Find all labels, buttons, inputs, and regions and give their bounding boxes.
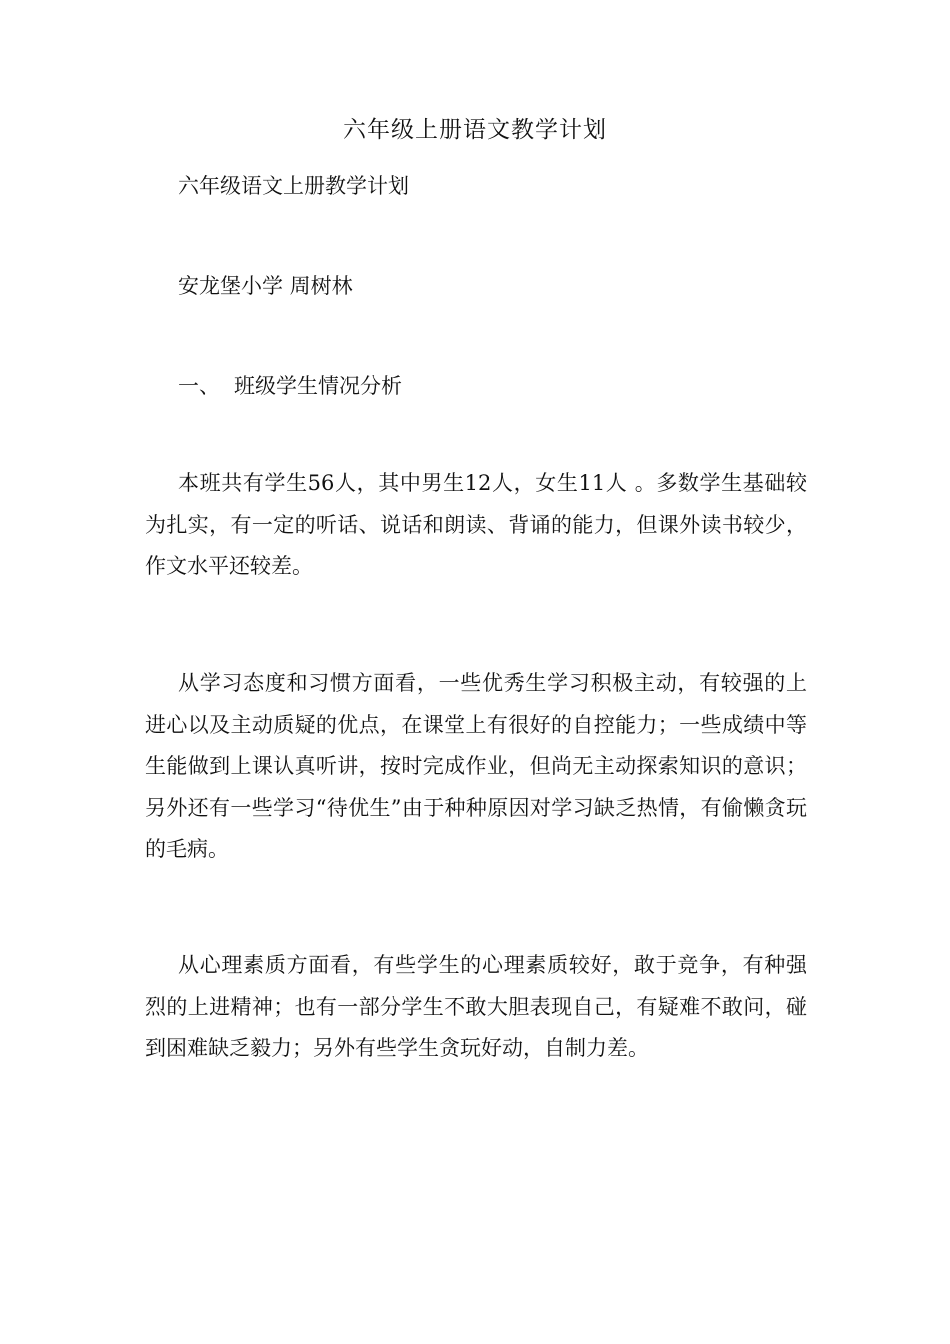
document-subtitle: 六年级语文上册教学计划 <box>178 174 409 198</box>
paragraph-study-attitude: 从学习态度和习惯方面看，一些优秀生学习积极主动，有较强的上进心以及主动质疑的优点，在课堂上有很好的自控能力；一些成绩中等生能做到上课认真听讲，按时完成作业，但尚无主动探索知识的意识；另外还有一些学习“待优生”由于种种原因对学习缺乏热情，有偷懒贪玩的毛病。 <box>145 671 807 861</box>
paragraph-class-overview: 本班共有学生56人，其中男生12人，女生11人 。多数学生基础较为扎实，有一定的听话、说话和朗读、背诵的能力，但课外读书较少，作文水平还较差。 <box>145 471 807 578</box>
section-heading-text: 班级学生情况分析 <box>234 374 402 398</box>
section-number: 一、 <box>178 374 220 398</box>
author-line: 安龙堡小学 周树林 <box>178 274 353 298</box>
document-title: 六年级上册语文教学计划 <box>343 117 607 143</box>
section-heading <box>178 370 402 402</box>
paragraph-psychology: 从心理素质方面看，有些学生的心理素质较好，敢于竞争，有种强烈的上进精神；也有一部分学生不敢大胆表现自己，有疑难不敢问，碰到困难缺乏毅力；另外有些学生贪玩好动，自制力差。 <box>145 953 807 1060</box>
